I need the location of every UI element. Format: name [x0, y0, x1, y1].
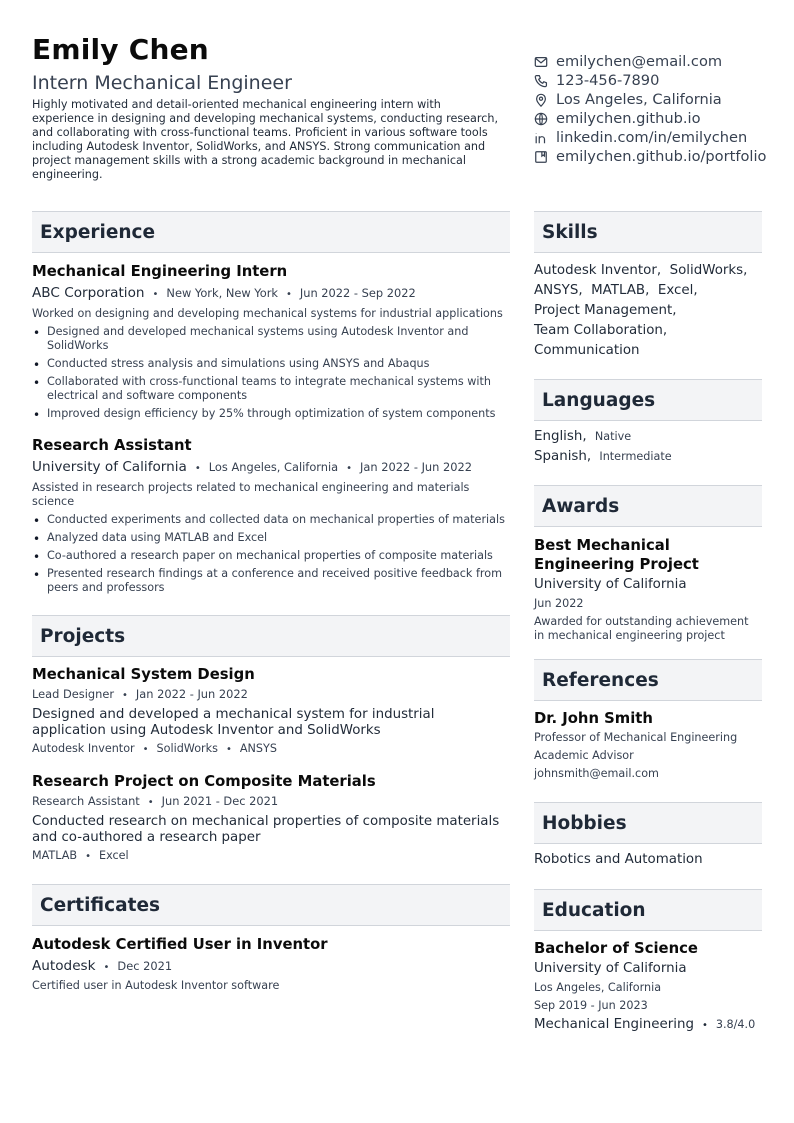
- skills-line: Project Management,: [534, 303, 677, 318]
- project-description: Conducted research on mechanical properties of composite materials and co-authored a research paper: [32, 814, 500, 845]
- reference-item: [534, 710, 762, 783]
- languages-list: [534, 427, 762, 467]
- certificate-date: Dec 2021: [117, 959, 173, 973]
- project-dates: Jun 2021 - Dec 2021: [161, 794, 279, 808]
- job-summary: Worked on designing and developing mechanical systems for industrial applications: [32, 307, 503, 320]
- project-dates: Jan 2022 - Jun 2022: [135, 687, 248, 701]
- award-org: University of California: [534, 577, 687, 592]
- skills-line: Team Collaboration,: [534, 323, 668, 338]
- skills-heading: Skills: [534, 211, 762, 253]
- side-column: [534, 211, 762, 1036]
- education-gpa: 3.8/4.0: [715, 1018, 756, 1031]
- reference-name: Dr. John Smith: [534, 710, 653, 727]
- projects-heading: Projects: [32, 615, 510, 657]
- contact-email-text: emilychen@email.com: [556, 53, 723, 70]
- phone-icon: [534, 74, 548, 88]
- reference-position: Professor of Mechanical Engineering: [534, 731, 738, 744]
- company-name: University of California: [32, 459, 187, 475]
- reference-email[interactable]: johnsmith@email.com: [534, 767, 659, 780]
- bullet-item: • Collaborated with cross-functional teams to integrate mechanical systems with electrical and software components: [32, 375, 510, 403]
- job-meta: [32, 459, 510, 477]
- separator: •: [701, 1020, 708, 1031]
- separator: •: [103, 962, 110, 973]
- separator: •: [194, 463, 201, 474]
- education-dates: Sep 2019 - Jun 2023: [534, 999, 648, 1012]
- contact-website[interactable]: [534, 109, 790, 128]
- project-tags: [32, 848, 510, 865]
- contact-location-text: Los Angeles, California: [556, 91, 722, 108]
- languages-heading: Languages: [534, 379, 762, 421]
- tag: SolidWorks: [156, 742, 218, 755]
- language-level: Native: [594, 430, 632, 443]
- tag: Autodesk Inventor: [32, 742, 135, 755]
- globe-icon: [534, 112, 548, 126]
- job-meta: [32, 285, 510, 303]
- resume-header: [32, 34, 502, 182]
- language-name: Spanish,: [534, 449, 592, 464]
- main-column: [32, 211, 510, 993]
- separator: •: [346, 463, 353, 474]
- profile-summary: Highly motivated and detail-oriented mechanical engineering intern with experience in designing and developing mechanical systems, conducting research, and collaborating with cross-functional teams. Proficient in various software tools including Autodesk Inventor, SolidWorks, and ANSYS. Strong communication and project management skills with a strong academic background in mechanical engineering.: [32, 98, 499, 181]
- reference-relation: Academic Advisor: [534, 749, 634, 762]
- education-major: Mechanical Engineering: [534, 1017, 694, 1032]
- job-bullets: [32, 513, 510, 595]
- bullet-item: • Presented research findings at a conference and received positive feedback from peers and professors: [32, 567, 510, 595]
- language-level: Intermediate: [599, 450, 672, 463]
- separator: •: [147, 797, 154, 808]
- contact-portfolio-text: emilychen.github.io/portfolio: [556, 148, 767, 165]
- experience-item: [32, 263, 510, 421]
- project-meta: [32, 686, 510, 704]
- separator: •: [225, 744, 232, 755]
- mail-icon: [534, 55, 548, 69]
- award-title: Best Mechanical Engineering Project: [534, 537, 699, 573]
- education-heading: Education: [534, 889, 762, 931]
- awards-heading: Awards: [534, 485, 762, 527]
- contact-email[interactable]: [534, 52, 790, 71]
- tag: MATLAB: [32, 849, 78, 862]
- award-date: Jun 2022: [534, 597, 584, 610]
- separator: •: [152, 289, 159, 300]
- language-item: [534, 427, 762, 447]
- job-title: Research Assistant: [32, 437, 192, 454]
- bullet-item: • Improved design efficiency by 25% through optimization of system components: [32, 407, 510, 421]
- bullet-item: • Conducted experiments and collected data on mechanical properties of materials: [32, 513, 510, 527]
- candidate-title: Intern Mechanical Engineer: [32, 72, 292, 94]
- location-icon: [534, 93, 548, 107]
- job-dates: Jan 2022 - Jun 2022: [360, 460, 472, 474]
- job-bullets: [32, 325, 510, 421]
- separator: •: [122, 690, 128, 701]
- skills-line: Autodesk Inventor, SolidWorks,: [534, 263, 748, 278]
- language-item: [534, 447, 762, 467]
- tag: ANSYS: [239, 742, 277, 755]
- job-location: New York, New York: [166, 286, 278, 300]
- project-description: Designed and developed a mechanical system for industrial application using Autodesk Inventor and SolidWorks: [32, 707, 435, 738]
- contact-website-text: emilychen.github.io: [556, 110, 701, 127]
- project-role: Research Assistant: [32, 794, 140, 808]
- language-name: English,: [534, 429, 587, 444]
- skills-line: Communication: [534, 343, 640, 358]
- degree-title: Bachelor of Science: [534, 940, 698, 957]
- project-meta: [32, 793, 510, 811]
- contact-linkedin[interactable]: [534, 128, 790, 147]
- project-item: [32, 666, 510, 758]
- contact-phone-text: 123-456-7890: [556, 72, 660, 89]
- bullet-item: • Designed and developed mechanical systems using Autodesk Inventor and SolidWorks: [32, 325, 510, 353]
- project-title: Research Project on Composite Materials: [32, 773, 376, 790]
- hobbies-list: [534, 850, 762, 870]
- separator: •: [142, 744, 149, 755]
- award-description: Awarded for outstanding achievement in mechanical engineering project: [534, 615, 749, 642]
- certificate-issuer: Autodesk: [32, 958, 96, 974]
- project-role: Lead Designer: [32, 687, 115, 701]
- experience-item: [32, 437, 510, 595]
- references-heading: References: [534, 659, 762, 701]
- job-location: Los Angeles, California: [208, 460, 339, 474]
- hobbies-heading: Hobbies: [534, 802, 762, 844]
- school-name: University of California: [534, 961, 687, 976]
- job-summary: Assisted in research projects related to mechanical engineering and materials science: [32, 481, 470, 508]
- project-item: [32, 773, 510, 865]
- project-title: Mechanical System Design: [32, 666, 255, 683]
- company-name: ABC Corporation: [32, 285, 145, 301]
- job-title: Mechanical Engineering Intern: [32, 263, 288, 280]
- skills-line: ANSYS, MATLAB, Excel,: [534, 283, 698, 298]
- contact-linkedin-text: linkedin.com/in/emilychen: [556, 129, 748, 146]
- education-item: [534, 940, 762, 1036]
- certificates-heading: Certificates: [32, 884, 510, 926]
- separator: •: [285, 289, 292, 300]
- separator: •: [85, 851, 91, 862]
- contact-portfolio[interactable]: [534, 147, 790, 166]
- bullet-item: • Co-authored a research paper on mechanical properties of composite materials: [32, 549, 510, 563]
- school-location: Los Angeles, California: [534, 981, 662, 994]
- skills-list: [534, 261, 762, 361]
- certificate-item: [32, 936, 510, 993]
- linkedin-icon: [534, 131, 548, 145]
- hobby-item: Robotics and Automation: [534, 852, 703, 867]
- contact-location: [534, 90, 790, 109]
- certificate-meta: [32, 958, 510, 976]
- candidate-name: Emily Chen: [32, 33, 209, 66]
- bullet-item: • Conducted stress analysis and simulations using ANSYS and Abaqus: [32, 357, 510, 371]
- project-tags: [32, 741, 510, 758]
- education-meta: [534, 1015, 762, 1036]
- job-dates: Jun 2022 - Sep 2022: [299, 286, 416, 300]
- bullet-item: • Analyzed data using MATLAB and Excel: [32, 531, 510, 545]
- experience-heading: Experience: [32, 211, 510, 253]
- contact-phone[interactable]: [534, 71, 790, 90]
- tag: Excel: [99, 849, 129, 862]
- award-item: [534, 536, 762, 643]
- portfolio-icon: [534, 150, 548, 164]
- certificate-title: Autodesk Certified User in Inventor: [32, 936, 328, 953]
- contact-list: [534, 52, 790, 166]
- certificate-description: Certified user in Autodesk Inventor software: [32, 979, 280, 992]
